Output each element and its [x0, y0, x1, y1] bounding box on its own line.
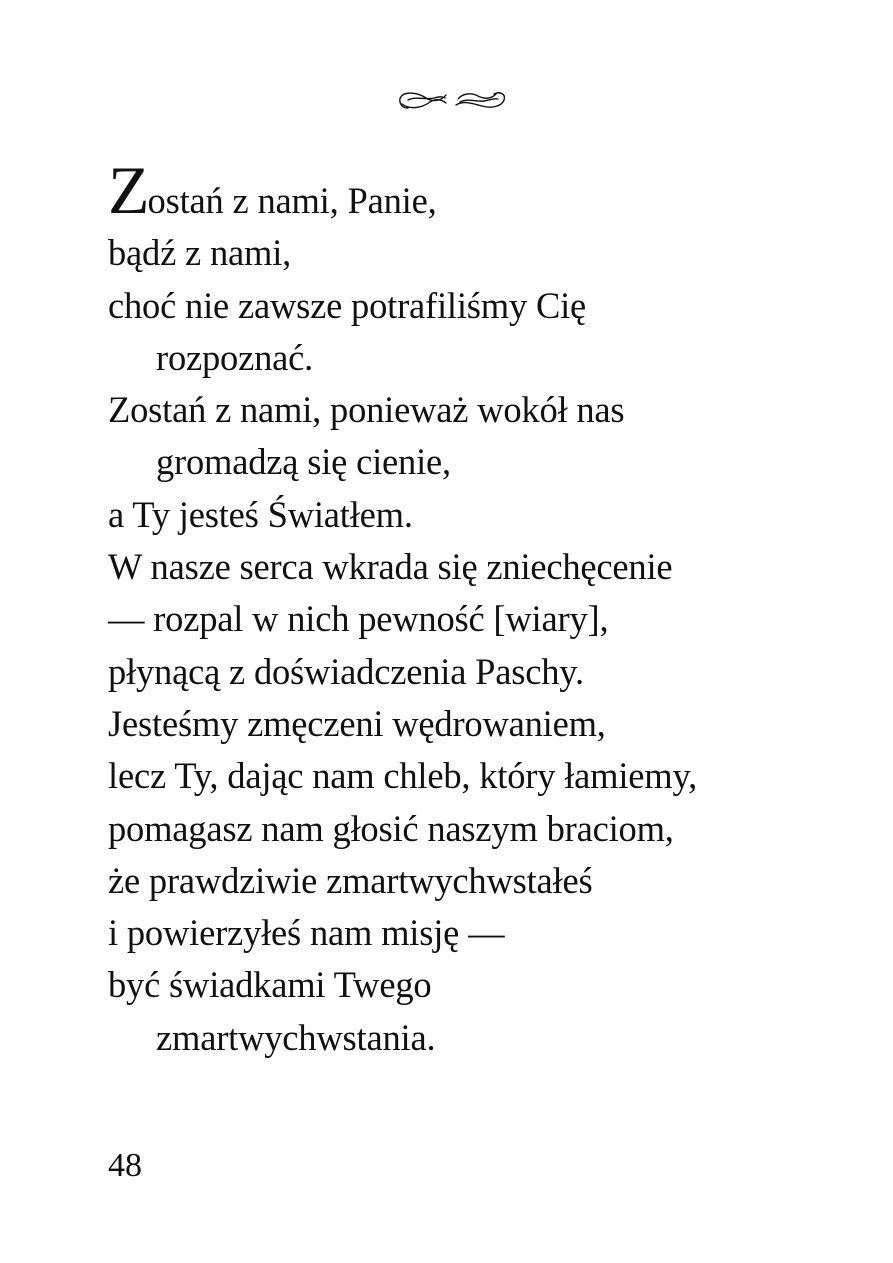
poem-line: płynącą z doświadczenia Paschy. — [108, 650, 584, 692]
swash-ornament-icon — [396, 86, 508, 116]
poem-line: — rozpal w nich pewność [wiary], — [108, 598, 609, 640]
poem-line: bądź z nami, — [108, 232, 292, 274]
poem-line-1 — [108, 152, 868, 228]
poem-text — [108, 152, 868, 1064]
poem-line: i powierzyłeś nam misję — — [108, 912, 505, 954]
poem-line: a Ty jesteś Światłem. — [108, 493, 413, 535]
poem-line: być świadkami Twego — [108, 964, 432, 1006]
poem-line: Zostań z nami, ponieważ wokół nas — [108, 389, 625, 431]
poem-line: że prawdziwie zmartwychwstałeś — [108, 859, 593, 901]
poem-line: lecz Ty, dając nam chleb, który łamiemy, — [108, 755, 698, 797]
poem-line: choć nie zawsze potrafiliśmy Cię — [108, 284, 587, 326]
poem-line-continuation: zmartwychwstania. — [156, 1016, 436, 1058]
poem-line: Jesteśmy zmęczeni wędrowaniem, — [108, 702, 606, 744]
poem-line-continuation: gromadzą się cienie, — [156, 441, 451, 483]
poem-line-continuation: rozpoznać. — [156, 336, 314, 378]
poem-line: pomagasz nam głosić naszym braciom, — [108, 807, 674, 849]
drop-cap: Z — [108, 152, 148, 228]
poem-line: W nasze serca wkrada się zniechęcenie — [108, 546, 673, 588]
poem-line-1-text: ostań z nami, Panie, — [147, 180, 437, 221]
page-number: 48 — [108, 1147, 142, 1184]
